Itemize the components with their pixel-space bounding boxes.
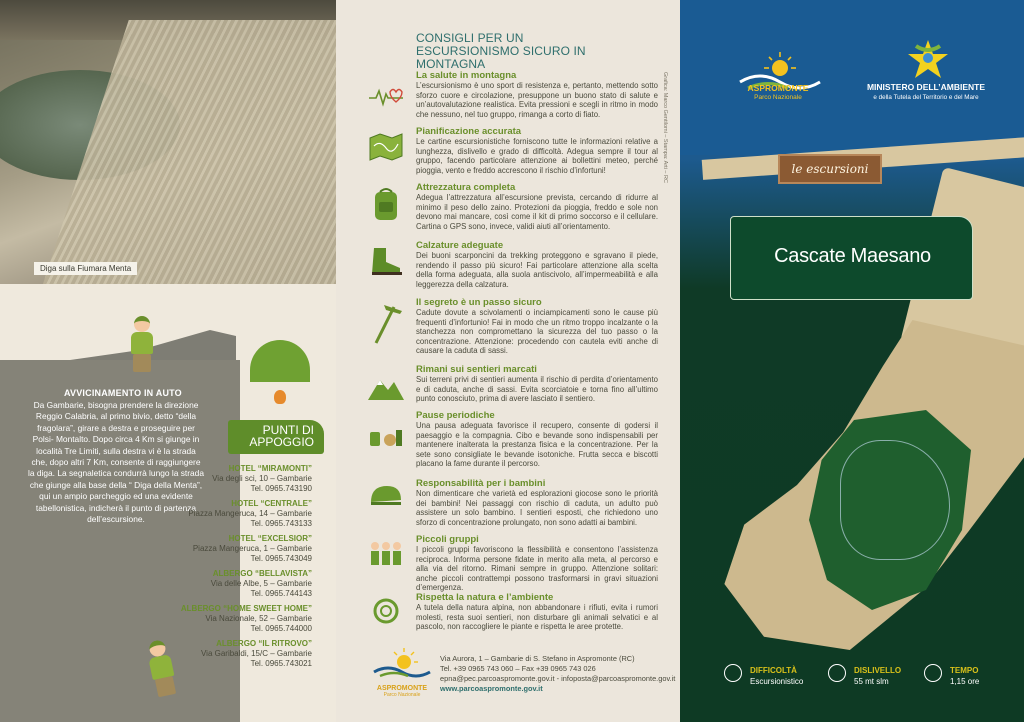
auto-directions: Da Gambarie, bisogna prendere la direzione Reggio Calabria, al primo bivio, detto “della fragolara”, girare a destra e proseguire per Polsi- Montalto. Dopo circa 4 Km si giunge in località Tre Limiti, sulla destra vi è la strada che, dopo altri 7 Km, consente di raggiungere la diga. La segnaletica condurrà lungo la strada che giunge alla base della “ Diga della Menta”, qui un ampio parcheggio ed una evidente tabellonistica, indicherà il punto di partenza dell’escursione. xyxy=(28,400,204,525)
graphic-credit: Grafica: Marco Gentilomi – Stampa: Arti – RC xyxy=(662,72,668,183)
hotel-item: ALBERGO “BELLAVISTA” Via delle Albe, 5 – Gambarie Tel. 0965.744143 xyxy=(210,569,312,598)
hotel-item: HOTEL “EXCELSIOR” Piazza Mangeruca, 1 – Gambarie Tel. 0965.743049 xyxy=(192,534,312,563)
elevation-icon xyxy=(828,664,846,682)
helmet-icon xyxy=(368,482,404,512)
hiker-illustration xyxy=(122,316,162,376)
hotel-list xyxy=(170,464,312,674)
hotel-item: ALBERGO “IL RITROVO” Via Garibaldi, 15/C – Gambarie Tel. 0965.743021 xyxy=(200,639,312,668)
cover-panel xyxy=(680,0,1024,722)
picnic-icon xyxy=(368,422,404,452)
ministry-name: MINISTERO DELL’AMBIENTE xyxy=(866,82,986,92)
escursioni-tag: le escursioni xyxy=(778,154,882,184)
middle-panel: CONSIGLI PER UN ESCURSIONISMO SICURO IN MONTAGNA Grafica: Marco Gentilomi – Stampa: Arti – RC La salute in montagna L’escursionismo è uno sport di resistenza e, pertanto, mettendo sotto sforzo cuore e circolazione, presuppone un buono stato di salute e un’autovalutazione realistica. Evita pressioni e scegli in ritmo in modo che nessuno, nel tuo gruppo, rimanga a corto di fiato. Pianificazione accurata Le cartine escursionistiche forniscono tutte le informazioni relative a lunghezza, dislivello e grado di difficoltà. Adegua sempre il tour al gruppo, facendo particolare attenzione ai bollettini meteo, perché pioggia, vento e freddo accrescono il rischio d’infortuni! Attrezzatura completa Adegua l’attrezzatura all’escursione prevista, cercando di ridurre al minimo il peso dello zaino. Protezioni da pioggia, freddo e sole non devono mai mancare, così come il kit di primo soccorso e il cellulare. Cartina o GPS sono, invece, validi aiuti all’orientamento. Calzature adeguate Dei buoni scarponcini da trekking proteggono e sgravano il piede, rendendo il passo più sicuro! Fai particolare attenzione alla scelta della forma adeguata, alla suola antiscivolo, all’impermeabilità e alla leggerezza della calzatura. Il segreto è un passo sicuro Cadute dovute a scivolamenti o inciampicamenti sono le cause più frequenti d’infortunio! Fai in modo che un ritmo troppo incalzante o la stanchezza non compromettano la sicurezza del tuo passo o la concentrazione. Attenzione: procedendo con cautela eviti anche di causare la caduta di sassi. Rimani sui sentieri marcati Sui terreni privi di sentieri aumenta il rischio di perdita d’orientamento e di caduta, anche di sassi. Evita scorciatoie e torna fino all’ultimo punto conosciuto, prima di avere lasciato il sentiero. Pause periodiche Una pausa adeguata favorisce il recupero, consente di godersi il paesaggio e la compagnia. Cibo e bevande sono indispensabili per mantenere inalterata la prestanza fisica e la concentrazione. Per la sete sono consigliate le bevande isotoniche. Frutta secca e biscotti placano la fame durante il percorso. Responsabilità per i bambini Non dimenticare che varietà ed esplorazioni giocose sono le priorità dei bambini! Nei passaggi con rischio di caduta, un adulto può assistere un solo bambino. I sentieri esposti, che richiedono uno sforzo di concentrazione prolungato, non sono adatti ai bambini. Piccoli gruppi I piccoli gruppi favoriscono la flessibilità e consentono l’assistenza reciproca. Informa persone fidate in merito alla meta, al percorso e alla via del ritorno. Rimani sempre in gruppo. Attenzione solitari: anche piccoli contrattempi possono trasformarsi in gravi situazioni d’emergenza. Rispetta la natura e l’ambiente A tutela della natura alpina, non abbandonare i rifiuti, evita i rumori molesti, resta suoi sentieri, non disturbare gli animali selvatici e al pascolo, non raccogliere le piante e rispetta le aree protette. ASPROMONTE Parco Nazionale Via Aurora, 1 – Gambarie di S. Stefano in Aspromonte (RC) Tel. +39 0965 743 060 – Fax +39 0965 743 026 epna@pec.parcoaspromonte.gov.it - infoposta@parcoaspromonte.gov.it www.parcoaspromonte.gov.it xyxy=(336,0,680,722)
backpack-icon xyxy=(368,186,404,222)
aspromonte-name: ASPROMONTE xyxy=(747,83,809,93)
mountain-icon xyxy=(368,372,404,402)
auto-title: AVVICINAMENTO IN AUTO xyxy=(64,388,182,398)
boot-icon xyxy=(368,246,404,276)
cover-title: Cascate Maesano xyxy=(774,245,931,267)
hotel-item: ALBERGO “HOME SWEET HOME” Via Nazionale, 52 – Gambarie Tel. 0965.744000 xyxy=(180,604,312,633)
title-box xyxy=(730,216,973,300)
group-icon xyxy=(368,538,404,578)
left-panel xyxy=(0,0,336,722)
ministry-sub: e della Tutela del Territorio e del Mare xyxy=(873,94,979,101)
hotel-item: HOTEL “CENTRALE” Piazza Mangeruca, 14 – Gambarie Tel. 0965.743133 xyxy=(188,499,312,528)
hotel-item: HOTEL “MIRAMONTI” Via degli sci, 10 – Gambarie Tel. 0965.743190 xyxy=(212,464,312,493)
park-logo: ASPROMONTE Parco Nazionale xyxy=(370,646,434,694)
clock-icon xyxy=(924,664,942,682)
map-icon xyxy=(368,132,404,162)
photo-caption: Diga sulla Fiumara Menta xyxy=(34,262,137,275)
sun-logo-icon xyxy=(370,646,434,680)
excursion-stats: DIFFICOLTÀ Escursionistico DISLIVELLO 55 mt slm TEMPO 1,15 ore xyxy=(680,658,1024,698)
heartbeat-icon xyxy=(368,82,404,112)
tent-camp-icon xyxy=(246,338,316,408)
ice-axe-icon xyxy=(368,301,404,345)
difficulty-icon xyxy=(724,664,742,682)
aspromonte-sub: Parco Nazionale xyxy=(754,94,802,101)
contact-info: Via Aurora, 1 – Gambarie di S. Stefano in Aspromonte (RC) Tel. +39 0965 743 060 – Fax +39 0965 743 026 epna@pec.parcoaspromonte.gov.it - infoposta@parcoaspromonte.gov.it www.parcoaspromonte.gov.it xyxy=(440,654,676,693)
recycle-icon xyxy=(368,596,404,626)
ministry-star-icon xyxy=(898,38,958,80)
contact-emails[interactable]: epna@pec.parcoaspromonte.gov.it - infoposta@parcoaspromonte.gov.it xyxy=(440,674,676,683)
tips-title: CONSIGLI PER UN ESCURSIONISMO SICURO IN MONTAGNA xyxy=(416,31,586,71)
website-link[interactable]: www.parcoaspromonte.gov.it xyxy=(440,684,543,693)
dam-photo xyxy=(0,0,336,284)
punti-title: PUNTI DI APPOGGIO xyxy=(249,423,314,449)
